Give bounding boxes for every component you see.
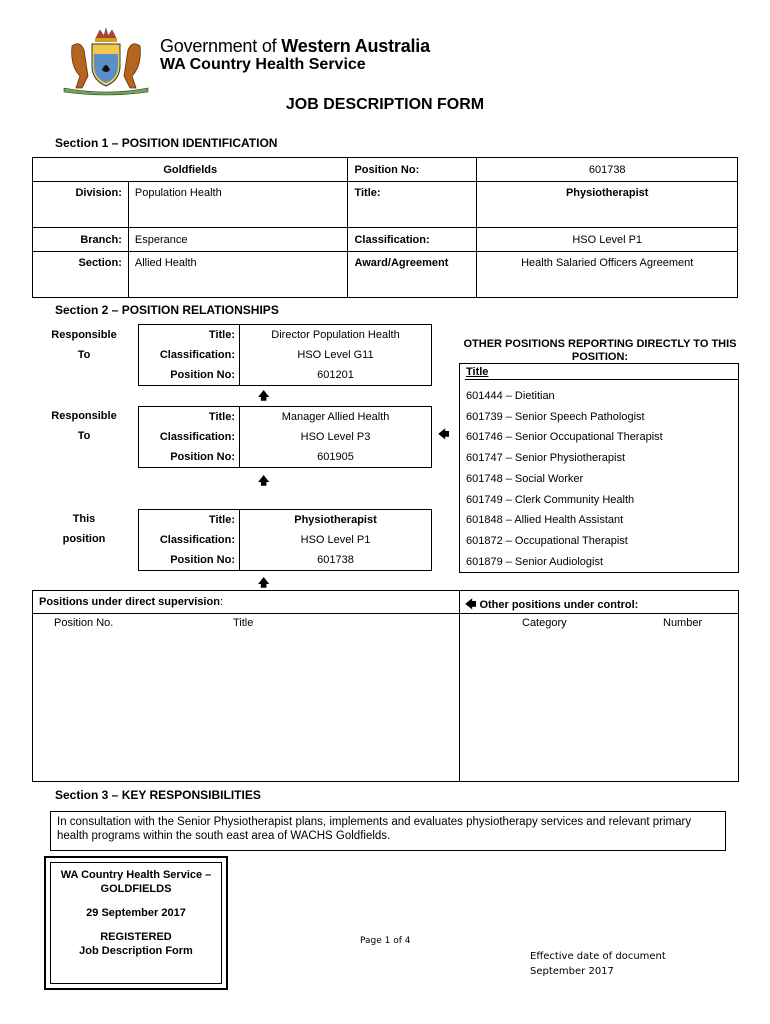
- col-category: Category: [522, 617, 567, 629]
- classification-label: Classification:: [348, 228, 477, 252]
- arrow-left-icon: 🡄: [438, 429, 450, 441]
- col-position-no: Position No.: [54, 617, 114, 629]
- responsible-to-label-1: Responsible To: [51, 329, 117, 361]
- supervision-label: Positions under direct supervision:: [39, 596, 223, 608]
- box3-title-label: Title:: [139, 510, 240, 530]
- service-name: WA Country Health Service: [160, 56, 366, 73]
- effective-date-value: September 2017: [530, 966, 614, 977]
- classification-value: HSO Level P1: [477, 228, 738, 252]
- this-position-box: [138, 509, 432, 571]
- key-responsibilities-text: In consultation with the Senior Physiotherapist plans, implements and evaluates physiotherapy services and relevant primary health programs within the south east area of WACHS Goldfields.: [50, 811, 726, 851]
- box1-title-label: Title:: [139, 325, 240, 345]
- responsible-to-label-2: Responsible To: [51, 410, 117, 442]
- responsible-to-box-1: [138, 324, 432, 386]
- arrow-up-icon: 🡅: [258, 390, 270, 402]
- list-item: 601746 – Senior Occupational Therapist: [466, 431, 663, 444]
- other-positions-heading: OTHER POSITIONS REPORTING DIRECTLY TO THIS POSITION:: [463, 338, 737, 363]
- list-item: 601749 – Clerk Community Health: [466, 493, 635, 506]
- col-title: Title: [233, 617, 254, 629]
- list-item: 601739 – Senior Speech Pathologist: [466, 410, 645, 423]
- stamp-line-3: REGISTERED: [100, 931, 172, 943]
- box2-position-no: 601905: [317, 451, 354, 463]
- this-position-label: This position: [62, 513, 106, 545]
- responsible-to-box-2: [138, 406, 432, 468]
- list-item: 601747 – Senior Physiotherapist: [466, 452, 625, 465]
- branch-value: Esperance: [128, 228, 348, 252]
- box1-position-no: 601201: [317, 369, 354, 381]
- box3-position-no-label: Position No:: [139, 550, 240, 570]
- division-label: Division:: [33, 182, 129, 228]
- supervision-table: [32, 590, 739, 782]
- arrow-up-icon: 🡅: [258, 577, 270, 589]
- box3-title: Physiotherapist: [294, 514, 377, 526]
- region-cell: Goldfields: [33, 158, 348, 182]
- arrow-left-icon: 🡄: [465, 599, 477, 611]
- box3-classification: HSO Level P1: [300, 534, 371, 546]
- section3-heading: Section 3 – KEY RESPONSIBILITIES: [55, 788, 261, 802]
- division-value: Population Health: [128, 182, 348, 228]
- title-label: Title:: [348, 182, 477, 228]
- list-item: 601848 – Allied Health Assistant: [466, 514, 624, 527]
- list-item: 601444 – Dietitian: [466, 390, 555, 402]
- box1-classification-label: Classification:: [139, 345, 240, 365]
- box2-classification-label: Classification:: [139, 427, 240, 447]
- other-positions-list: [466, 386, 663, 572]
- box2-title-label: Title:: [139, 407, 240, 427]
- list-item: 601879 – Senior Audiologist: [466, 555, 603, 568]
- other-positions-title-header: Title: [466, 366, 489, 378]
- box1-title: Director Population Health: [271, 329, 400, 341]
- list-item: 601748 – Social Worker: [466, 472, 584, 485]
- section1-heading: Section 1 – POSITION IDENTIFICATION: [55, 136, 278, 150]
- section2-heading: Section 2 – POSITION RELATIONSHIPS: [55, 303, 279, 317]
- stamp-line-1: WA Country Health Service –: [60, 869, 212, 881]
- position-no-value: 601738: [477, 158, 738, 182]
- other-control-label: 🡄 Other positions under control:: [465, 599, 639, 611]
- section-label: Section:: [33, 252, 129, 298]
- col-number: Number: [663, 617, 703, 629]
- list-item: 601872 – Occupational Therapist: [466, 534, 628, 547]
- stamp-line-4: Job Description Form: [79, 945, 193, 957]
- stamp-date: 29 September 2017: [86, 907, 186, 919]
- position-no-label: Position No:: [348, 158, 477, 182]
- title-value: Physiotherapist: [477, 182, 738, 228]
- effective-date-label: Effective date of document: [530, 951, 666, 962]
- branch-label: Branch:: [33, 228, 129, 252]
- wa-coat-of-arms-icon: [58, 26, 154, 96]
- award-label: Award/Agreement: [348, 252, 477, 298]
- box3-classification-label: Classification:: [139, 530, 240, 550]
- box2-classification: HSO Level P3: [300, 431, 371, 443]
- page-number: Page 1 of 4: [360, 936, 411, 946]
- box1-position-no-label: Position No:: [139, 365, 240, 385]
- box1-classification: HSO Level G11: [297, 349, 374, 361]
- form-title: JOB DESCRIPTION FORM: [285, 96, 485, 113]
- award-value: Health Salaried Officers Agreement: [477, 252, 738, 298]
- box2-position-no-label: Position No:: [139, 447, 240, 467]
- government-line: Government of Western Australia: [160, 36, 430, 56]
- registration-stamp: [44, 856, 228, 990]
- other-positions-box: [459, 363, 739, 573]
- box2-title: Manager Allied Health: [281, 411, 390, 423]
- arrow-up-icon: 🡅: [258, 475, 270, 487]
- section-value: Allied Health: [128, 252, 348, 298]
- box3-position-no: 601738: [317, 554, 354, 566]
- position-identification-table: [32, 157, 738, 298]
- stamp-line-2: GOLDFIELDS: [100, 883, 172, 895]
